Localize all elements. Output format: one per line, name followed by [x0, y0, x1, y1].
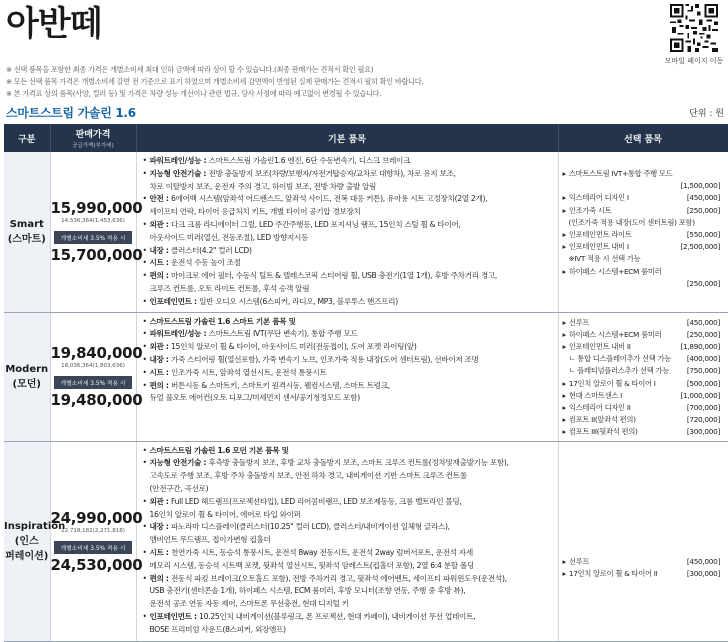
basic-item-line: 크루즈 컨트롤, 오토 라이트 컨트롤, 후석 승객 알림 — [143, 283, 558, 296]
option-price: [550,000] — [687, 229, 720, 241]
basic-item-category: 지능형 안전기술 : — [150, 169, 209, 178]
basic-item-line — [143, 341, 558, 354]
section-title: 스마트스트림 가솔린 1.6 — [6, 104, 136, 121]
table-row — [4, 312, 728, 441]
option-item — [563, 253, 728, 265]
supply-value: 22,718,182(2,271,818) — [51, 527, 136, 535]
option-item[interactable] — [563, 317, 728, 329]
table-row — [4, 152, 728, 312]
option-name: ▸ 인포테인먼트 내비 I — [563, 241, 629, 253]
basic-item-line: 아웃사이드 미러(열선, 전동조절), LED 방향지시등 — [143, 232, 558, 245]
option-price: [250,000] — [687, 278, 720, 290]
option-name: (인조가죽 적용 내장(도어 센터트림) 포함) — [563, 217, 695, 229]
option-name: ▸ 하이패스 시스템+ECM 룸미러 — [563, 266, 662, 278]
basic-item-text: 전방 충돌방지 보조(차량/보행자/자전거탑승자/교차로 대향차), 차로 유지 보조, — [209, 169, 456, 178]
basic-item-line — [143, 354, 558, 367]
option-name: ※IVT 적용 시 선택 가능 — [563, 253, 641, 265]
basic-item-category: 지능형 안전기술 : — [150, 458, 209, 467]
basic-item-text: 10.25인치 내비게이션(블루링크, 폰 프로젝션, 현대 카페이), 내비게이션 무선 업데이트, — [199, 612, 475, 621]
tax-badge: 개별소비세 3.5% 적용 시 — [54, 376, 131, 389]
basic-item-text: 운전석 수동 높이 조절 — [171, 258, 241, 267]
basic-item-line — [143, 573, 558, 586]
basic-item-category: 내장 : — [150, 246, 172, 255]
basic-item-line: (안전구간, 곡선로) — [143, 483, 558, 496]
basic-item-category: 파워트레인/성능 : — [150, 156, 209, 165]
basic-item-text: 전동식 파킹 브레이크(오토홀드 포함), 전방 주차거리 경고, 뒷좌석 에어벤트, 세이프티 파워윈도우(운전석), — [171, 574, 507, 583]
trim-cell — [4, 152, 50, 312]
basic-item-line — [143, 380, 558, 393]
basic-item-text: 다크 크롬 라디에이터 그릴, LED 주간주행등, LED 포지셔닝 램프, 15인치 스틸 휠 & 타이어, — [171, 220, 461, 229]
basic-item-category: 시트 : — [150, 368, 172, 377]
basic-item-category: 시트 : — [150, 258, 172, 267]
option-price: [500,000] — [687, 378, 720, 390]
option-price: [300,000] — [687, 568, 720, 580]
trim-name: (모던) — [4, 375, 50, 390]
basic-item-category: 안전 : — [150, 194, 172, 203]
option-item — [563, 180, 728, 192]
tax-badge: 개별소비세 3.5% 적용 시 — [54, 231, 131, 244]
basic-item-text: 파노라마 디스플레이(클러스터(10.25" 컬러 LCD), 클러스터/내비게이션 일체형 글라스), — [171, 522, 450, 531]
option-name: ▸ 하이패스 시스템+ECM 룸미러 — [563, 329, 662, 341]
basic-item-line — [143, 270, 558, 283]
note-line: ※ 본 가격표 상의 품목(사양, 컬러 등) 및 가격은 차량 성능 개선이나 관련 법규, 당사 사정에 따라 예고없이 변경될 수 있습니다. — [6, 88, 606, 100]
option-price: [720,000] — [687, 414, 720, 426]
header-options: 선택 품목 — [558, 124, 728, 152]
option-item[interactable] — [563, 329, 728, 341]
discount-price-value: 24,530,000 — [51, 556, 136, 574]
option-item — [563, 365, 728, 377]
option-item[interactable] — [563, 378, 728, 390]
option-item[interactable] — [563, 568, 728, 580]
basic-item-text: 스마트스트림 가솔린1.6 엔진, 6단 수동변속기, 디스크 브레이크 — [209, 156, 410, 165]
basic-item-line — [143, 547, 558, 560]
basic-item-line — [143, 257, 558, 270]
option-name: ▸ 선루프 — [563, 317, 590, 329]
options-cell — [558, 152, 728, 312]
option-item — [563, 353, 728, 365]
basic-item-line — [143, 328, 558, 341]
option-item[interactable] — [563, 241, 728, 253]
basic-item-line: 차로 이탈방지 보조, 운전자 주의 경고, 하이빔 보조, 전방 차량 출발 알림 — [143, 181, 558, 194]
trim-name: (스마트) — [4, 230, 50, 245]
basic-item-text: 스마트스트림 IVT(무단 변속기), 통합 주행 모드 — [209, 329, 358, 338]
option-name: ▸ 17인치 알로이 휠 & 타이어 I — [563, 378, 656, 390]
option-item[interactable] — [563, 414, 728, 426]
option-name: ▸ 인포테인먼트 라이트 — [563, 229, 632, 241]
basic-item-text: 천연가죽 시트, 동승석 통풍시트, 운전석 8way 전동시트, 운전석 2way 럼버서포트, 운전석 자세 — [171, 548, 473, 557]
basic-item-line: 듀얼 풀오토 에어컨(오토 디포그/미세먼지 센서/공기청정모드 포함) — [143, 392, 558, 405]
price-cell — [50, 441, 136, 641]
option-price: [700,000] — [687, 402, 720, 414]
basic-item-line — [143, 367, 558, 380]
option-price: [1,890,000] — [680, 341, 720, 353]
basic-item-line — [143, 445, 558, 458]
tax-badge: 개별소비세 3.5% 적용 시 — [54, 541, 131, 554]
basic-item-line — [143, 219, 558, 232]
header-trim: 구분 — [4, 124, 50, 152]
basic-item-category: 스마트스트림 가솔린 1.6 스마트 기본 품목 및 — [150, 317, 296, 326]
basic-item-category: 편의 : — [150, 574, 172, 583]
discount-price-value: 15,700,000 — [51, 246, 136, 264]
basic-item-line — [143, 611, 558, 624]
basic-item-category: 외관 : — [150, 497, 172, 506]
basic-item-text: 일반 오디오 시스템(6스피커, 라디오, MP3, 블루투스 핸즈프리) — [199, 297, 398, 306]
option-item[interactable] — [563, 205, 728, 217]
trim-name: Inspiration — [4, 521, 50, 532]
basic-item-line — [143, 296, 558, 309]
option-price: [450,000] — [687, 317, 720, 329]
option-item — [563, 278, 728, 290]
option-price: [2,500,000] — [680, 241, 720, 253]
supply-value: 18,036,364(1,803,636) — [51, 362, 136, 370]
price-table — [4, 124, 728, 642]
basic-item-text: 인조가죽 시트, 앞좌석 열선시트, 운전석 통풍시트 — [171, 368, 327, 377]
option-name: ▸ 선루프 — [563, 556, 590, 568]
option-name: ▸ 현대 스마트센스 I — [563, 390, 623, 402]
basic-item-line — [143, 457, 558, 470]
option-item[interactable] — [563, 229, 728, 241]
basic-item-text: 가죽 스티어링 휠(열선포함), 가죽 변속기 노브, 인조가죽 적용 내장(도어 센터트림), 선바이저 조명 — [171, 355, 479, 364]
option-item[interactable] — [563, 168, 728, 180]
options-cell — [558, 312, 728, 441]
option-name: ▸ 인조가죽 시트 — [563, 205, 612, 217]
page-title: 아반떼 — [6, 4, 102, 44]
basic-item-category: 외관 : — [150, 342, 172, 351]
basic-item-line — [143, 496, 558, 509]
option-item[interactable] — [563, 402, 728, 414]
table-header-row — [4, 124, 728, 152]
option-price: [1,000,000] — [680, 390, 720, 402]
qr-label: 모바일 페이지 이동 — [660, 56, 728, 66]
basic-item-text: 후측방 충돌방지 보조, 후방 교차 충돌방지 보조, 스마트 크루즈 컨트롤(정차및재출발기능 포함), — [209, 458, 509, 467]
basic-item-line — [143, 168, 558, 181]
price-value: 15,990,000 — [51, 199, 136, 217]
basic-item-category: 내장 : — [150, 355, 172, 364]
trim-name: Smart — [4, 219, 50, 230]
option-item[interactable] — [563, 192, 728, 204]
option-name: ▸ 스마트스트림 IVT+통합 주행 모드 — [563, 168, 673, 180]
option-name: ▸ 컴포트 II(앞좌석 편의) — [563, 414, 636, 426]
basic-item-category: 인포테인먼트 : — [150, 612, 200, 621]
discount-price-value: 19,480,000 — [51, 391, 136, 409]
trim-name: 퍼레이션) — [4, 547, 50, 562]
option-name: ▸ 컴포트 III(뒷좌석 편의) — [563, 426, 638, 438]
note-line: ※ 모든 선택 품목 가격은 개별소비세 감면 전 기준으로 표기 하였으며 개별소비세 감면액이 반영된 실제 판매가는 견적시 필히 확인 바랍니다. — [6, 76, 606, 88]
basic-item-line — [143, 521, 558, 534]
basic-item-line: BOSE 프리미엄 사운드(8스피커, 외장앰프) — [143, 624, 558, 637]
option-item[interactable] — [563, 556, 728, 568]
option-name: ▸ 익스테리어 디자인 II — [563, 402, 631, 414]
supply-value: 14,536,364(1,453,636) — [51, 217, 136, 225]
basic-item-category: 인포테인먼트 : — [150, 297, 200, 306]
basic-item-line — [143, 155, 558, 168]
trim-cell — [4, 312, 50, 441]
header-price — [50, 124, 136, 152]
basic-item-line: 고속도로 주행 보조, 후방 주차 충돌방지 보조, 안전 하차 경고, 내비게이션 기반 스마트 크루즈 컨트롤 — [143, 470, 558, 483]
basic-item-line: 메모리 시스템, 동승석 시트백 포켓, 뒷좌석 열선시트, 뒷좌석 암레스트(컵홀더 포함), 2열 6:4 분할 폴딩 — [143, 560, 558, 573]
price-value: 19,840,000 — [51, 344, 136, 362]
unit-label: 단위 : 원 — [689, 106, 724, 119]
option-name: ㄴ 통합 디스플레이추가 선택 가능 — [563, 353, 672, 365]
option-name: ▸ 17인치 알로이 휠 & 타이어 II — [563, 568, 658, 580]
basic-item-category: 내장 : — [150, 522, 172, 531]
price-value: 24,990,000 — [51, 509, 136, 527]
option-item[interactable] — [563, 390, 728, 402]
basic-item-text: Full LED 헤드램프(프로젝션타입), LED 리어콤비램프, LED 보조제동등, 크롬 벨트라인 몰딩, — [171, 497, 462, 506]
trim-name: Modern — [4, 364, 50, 375]
option-price: [400,000] — [687, 353, 720, 365]
option-price: [1,500,000] — [680, 180, 720, 192]
qr-code-icon[interactable] — [670, 4, 718, 52]
basic-item-category: 파워트레인/성능 : — [150, 329, 209, 338]
option-name: ▸ 익스테리어 디자인 I — [563, 192, 629, 204]
note-line: ※ 선택 품목을 포함한 최종 가격은 개별소비세 최대 인하 금액에 따라 상이 할 수 있습니다.(최종 판매가는 견적서 확인 필요) — [6, 64, 606, 76]
price-cell — [50, 312, 136, 441]
option-price: [750,000] — [687, 365, 720, 377]
trim-cell — [4, 441, 50, 641]
basic-item-category: 스마트스트림 가솔린 1.6 모던 기본 품목 및 — [150, 446, 289, 455]
option-name: ▸ 인포테인먼트 내비 II — [563, 341, 631, 353]
basic-items-cell — [136, 441, 558, 641]
options-cell — [558, 441, 728, 641]
basic-item-line — [143, 193, 558, 206]
basic-item-text: 클러스터(4.2" 컬러 LCD) — [171, 246, 252, 255]
price-cell — [50, 152, 136, 312]
option-price: [250,000] — [687, 329, 720, 341]
option-item[interactable] — [563, 426, 728, 438]
option-item — [563, 217, 728, 229]
option-item[interactable] — [563, 266, 728, 278]
basic-item-category: 편의 : — [150, 271, 172, 280]
basic-item-line: USB 충전기(센터콘솔 1개), 하이패스 시스템, ECM 룸미러, 후방 모니터(조향 연동, 주행 중 후방 뷰), — [143, 585, 558, 598]
header-price-label: 판매가격 — [76, 130, 111, 140]
basic-item-line — [143, 245, 558, 258]
notes — [6, 64, 606, 100]
option-price: [450,000] — [687, 556, 720, 568]
basic-item-category: 외관 : — [150, 220, 172, 229]
basic-item-line: 16인치 알로이 휠 & 타이어, 에어로 타입 와이퍼 — [143, 509, 558, 522]
basic-item-line: 운전석 공조 연동 자동 제어, 스마트폰 무선충전, 현대 디지털 키 — [143, 598, 558, 611]
basic-item-category: 편의 : — [150, 381, 172, 390]
basic-items-cell — [136, 152, 558, 312]
trim-name: (인스 — [4, 532, 50, 547]
option-item[interactable] — [563, 341, 728, 353]
header-basic: 기본 품목 — [136, 124, 558, 152]
option-price: [250,000] — [687, 205, 720, 217]
basic-item-line: 세이프티 언락, 타이어 응급처치 키트, 개별 타이어 공기압 경보장치 — [143, 206, 558, 219]
basic-item-line — [143, 316, 558, 329]
option-price: [300,000] — [687, 426, 720, 438]
option-name: ㄴ 플레티넘플러스추가 선택 가능 — [563, 365, 670, 377]
basic-item-text: 버튼시동 & 스마트키, 스마트키 원격시동, 웰컴시스템, 스마트 트렁크, — [171, 381, 390, 390]
basic-item-text: 6에어백 시스템(앞좌석 어드밴스드, 앞좌석 사이드, 전복 대응 커튼), 유아용 시트 고정장치(2열 2개), — [171, 194, 487, 203]
basic-item-line: 앰비언트 무드램프, 접이가변형 컵홀더 — [143, 534, 558, 547]
option-price: [450,000] — [687, 192, 720, 204]
basic-item-category: 시트 : — [150, 548, 172, 557]
table-row — [4, 441, 728, 641]
basic-items-cell — [136, 312, 558, 441]
basic-item-text: 마이크로 에어 필터, 수동식 틸트 & 텔레스코픽 스티어링 휠, USB 충전기(1열 1개), 후방 주차거리 경고, — [171, 271, 497, 280]
header-price-sub: 공급가액(부가세) — [51, 141, 136, 149]
basic-item-text: 15인치 알로이 휠 & 타이어, 아웃사이드 미러(전동접이), 도어 포켓 라이팅(앞) — [171, 342, 417, 351]
